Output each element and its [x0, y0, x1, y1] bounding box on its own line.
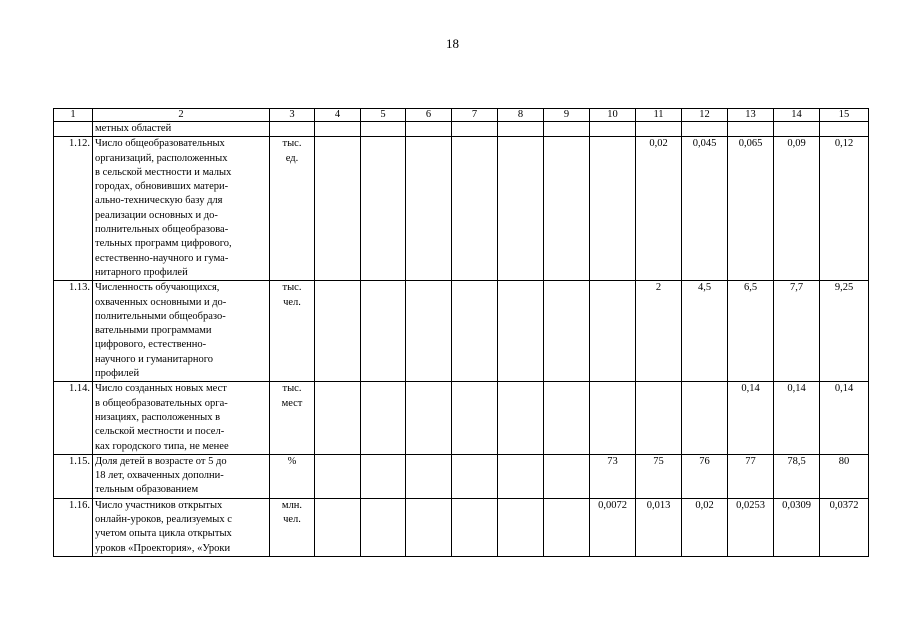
indicator-name-line: Число созданных новых мест: [95, 383, 227, 395]
value-cell: 0,0372: [820, 498, 869, 556]
unit: [270, 281, 315, 382]
header-cell: 6: [406, 109, 452, 122]
value-cell: [590, 137, 636, 281]
header-cell: 12: [682, 109, 728, 122]
value-cell: 0,02: [636, 137, 682, 281]
value-cell: [361, 281, 406, 382]
value-cell: [406, 498, 452, 556]
unit-line: тыс.: [282, 383, 302, 395]
row-number: 1.16.: [54, 498, 93, 556]
value-cell: 0,09: [774, 137, 820, 281]
value-cell: 0,14: [774, 382, 820, 454]
header-cell: 11: [636, 109, 682, 122]
value-cell: 7,7: [774, 281, 820, 382]
indicator-name-line: охваченных основными и до-: [95, 296, 227, 308]
column-number-row: [54, 109, 869, 122]
value-cell: 0,0253: [728, 498, 774, 556]
value-cell: [361, 498, 406, 556]
indicator-name-line: низациях, расположенных в: [95, 411, 221, 423]
header-cell: 7: [452, 109, 498, 122]
value-cell: 0,14: [728, 382, 774, 454]
unit-line: млн.: [281, 499, 303, 511]
indicator-name-line: вательными программами: [95, 325, 212, 337]
table-row: [54, 454, 869, 498]
value-cell: [406, 281, 452, 382]
header-cell: 4: [315, 109, 361, 122]
indicator-name: [93, 382, 270, 454]
value-cell: [590, 281, 636, 382]
value-cell: [315, 281, 361, 382]
row-number: 1.12.: [54, 137, 93, 281]
indicator-name-line: профилей: [95, 368, 140, 380]
value-cell: [315, 454, 361, 498]
unit-line: ед.: [285, 152, 299, 164]
unit: [270, 137, 315, 281]
value-cell: 4,5: [682, 281, 728, 382]
row-number: 1.15.: [54, 454, 93, 498]
row-number: 1.13.: [54, 281, 93, 382]
indicator-name-line: городах, обновивших матери-: [95, 181, 229, 193]
value-cell: [452, 498, 498, 556]
unit-line: мест: [281, 397, 303, 409]
indicator-name-line: уроков «Проектория», «Уроки: [95, 542, 231, 554]
row-number: 1.14.: [54, 382, 93, 454]
value-cell: [452, 382, 498, 454]
unit-line: чел.: [283, 296, 301, 308]
value-cell: [498, 454, 544, 498]
indicators-table: [53, 108, 869, 557]
indicator-name: [93, 137, 270, 281]
header-cell: 10: [590, 109, 636, 122]
page-number: 18: [446, 36, 459, 51]
indicator-name-line: 18 лет, охваченных дополни-: [95, 470, 224, 482]
value-cell: [361, 382, 406, 454]
value-cell: 78,5: [774, 454, 820, 498]
header-cell: 13: [728, 109, 774, 122]
header-cell: 8: [498, 109, 544, 122]
unit: [270, 454, 315, 498]
value-cell: [315, 382, 361, 454]
indicator-name-line: тельных программ цифрового,: [95, 238, 232, 250]
value-cell: 6,5: [728, 281, 774, 382]
value-cell: [682, 382, 728, 454]
value-cell: [315, 498, 361, 556]
value-cell: [544, 281, 590, 382]
value-cell: [361, 137, 406, 281]
continuation-row: [54, 122, 869, 137]
unit: [270, 498, 315, 556]
unit-line: чел.: [283, 514, 301, 526]
value-cell: [544, 382, 590, 454]
value-cell: [636, 382, 682, 454]
indicator-name-line: в общеобразовательных орга-: [95, 397, 228, 409]
value-cell: 0,065: [728, 137, 774, 281]
indicator-name-line: в сельской местности и малых: [95, 166, 232, 178]
value-cell: 73: [590, 454, 636, 498]
indicator-name-line: Численность обучающихся,: [95, 282, 220, 294]
header-cell: 15: [820, 109, 869, 122]
value-cell: 0,14: [820, 382, 869, 454]
indicator-name-line: учетом опыта цикла открытых: [95, 528, 232, 540]
value-cell: 0,12: [820, 137, 869, 281]
continuation-text: метных областей: [93, 122, 270, 137]
value-cell: [452, 454, 498, 498]
indicator-name-line: научного и гуманитарного: [95, 353, 213, 365]
value-cell: [590, 382, 636, 454]
indicator-name-line: ально-техническую базу для: [95, 195, 223, 207]
header-cell: 3: [270, 109, 315, 122]
table-row: [54, 382, 869, 454]
value-cell: [544, 137, 590, 281]
indicator-name-line: полнительными общеобразо-: [95, 310, 226, 322]
unit-line: %: [287, 455, 297, 467]
value-cell: [361, 454, 406, 498]
value-cell: [544, 454, 590, 498]
value-cell: [452, 137, 498, 281]
value-cell: [544, 498, 590, 556]
indicator-name: [93, 281, 270, 382]
header-cell: 14: [774, 109, 820, 122]
value-cell: 75: [636, 454, 682, 498]
value-cell: [498, 137, 544, 281]
value-cell: 77: [728, 454, 774, 498]
indicator-name-line: цифрового, естественно-: [95, 339, 207, 351]
header-cell: 5: [361, 109, 406, 122]
indicator-name-line: ках городского типа, не менее: [95, 440, 229, 452]
value-cell: 76: [682, 454, 728, 498]
value-cell: 2: [636, 281, 682, 382]
indicator-name-line: сельской местности и посел-: [95, 426, 225, 438]
value-cell: [498, 498, 544, 556]
unit: [270, 382, 315, 454]
value-cell: [452, 281, 498, 382]
header-cell: 9: [544, 109, 590, 122]
unit-line: тыс.: [282, 282, 302, 294]
value-cell: [315, 137, 361, 281]
value-cell: [498, 382, 544, 454]
indicator-name-line: естественно-научного и гума-: [95, 252, 229, 264]
indicator-name-line: Доля детей в возрасте от 5 до: [95, 455, 227, 467]
unit-line: тыс.: [282, 138, 302, 150]
value-cell: 0,0309: [774, 498, 820, 556]
indicator-name-line: тельным образованием: [95, 484, 199, 496]
header-cell: 1: [54, 109, 93, 122]
value-cell: 0,013: [636, 498, 682, 556]
value-cell: [406, 454, 452, 498]
table-row: [54, 281, 869, 382]
value-cell: [406, 137, 452, 281]
value-cell: 9,25: [820, 281, 869, 382]
indicator-name-line: Число общеобразовательных: [95, 138, 225, 150]
indicator-name-line: полнительных общеобразова-: [95, 224, 229, 236]
indicator-name-line: реализации основных и до-: [95, 209, 218, 221]
value-cell: 0,0072: [590, 498, 636, 556]
indicator-name: [93, 498, 270, 556]
indicator-name-line: Число участников открытых: [95, 499, 223, 511]
header-cell: 2: [93, 109, 270, 122]
value-cell: 80: [820, 454, 869, 498]
value-cell: [498, 281, 544, 382]
indicator-name-line: организаций, расположенных: [95, 152, 228, 164]
indicator-name-line: онлайн-уроков, реализуемых с: [95, 514, 232, 526]
indicator-name: [93, 454, 270, 498]
value-cell: 0,045: [682, 137, 728, 281]
value-cell: 0,02: [682, 498, 728, 556]
value-cell: [406, 382, 452, 454]
indicator-name-line: нитарного профилей: [95, 266, 188, 278]
table-row: [54, 498, 869, 556]
table-row: [54, 137, 869, 281]
